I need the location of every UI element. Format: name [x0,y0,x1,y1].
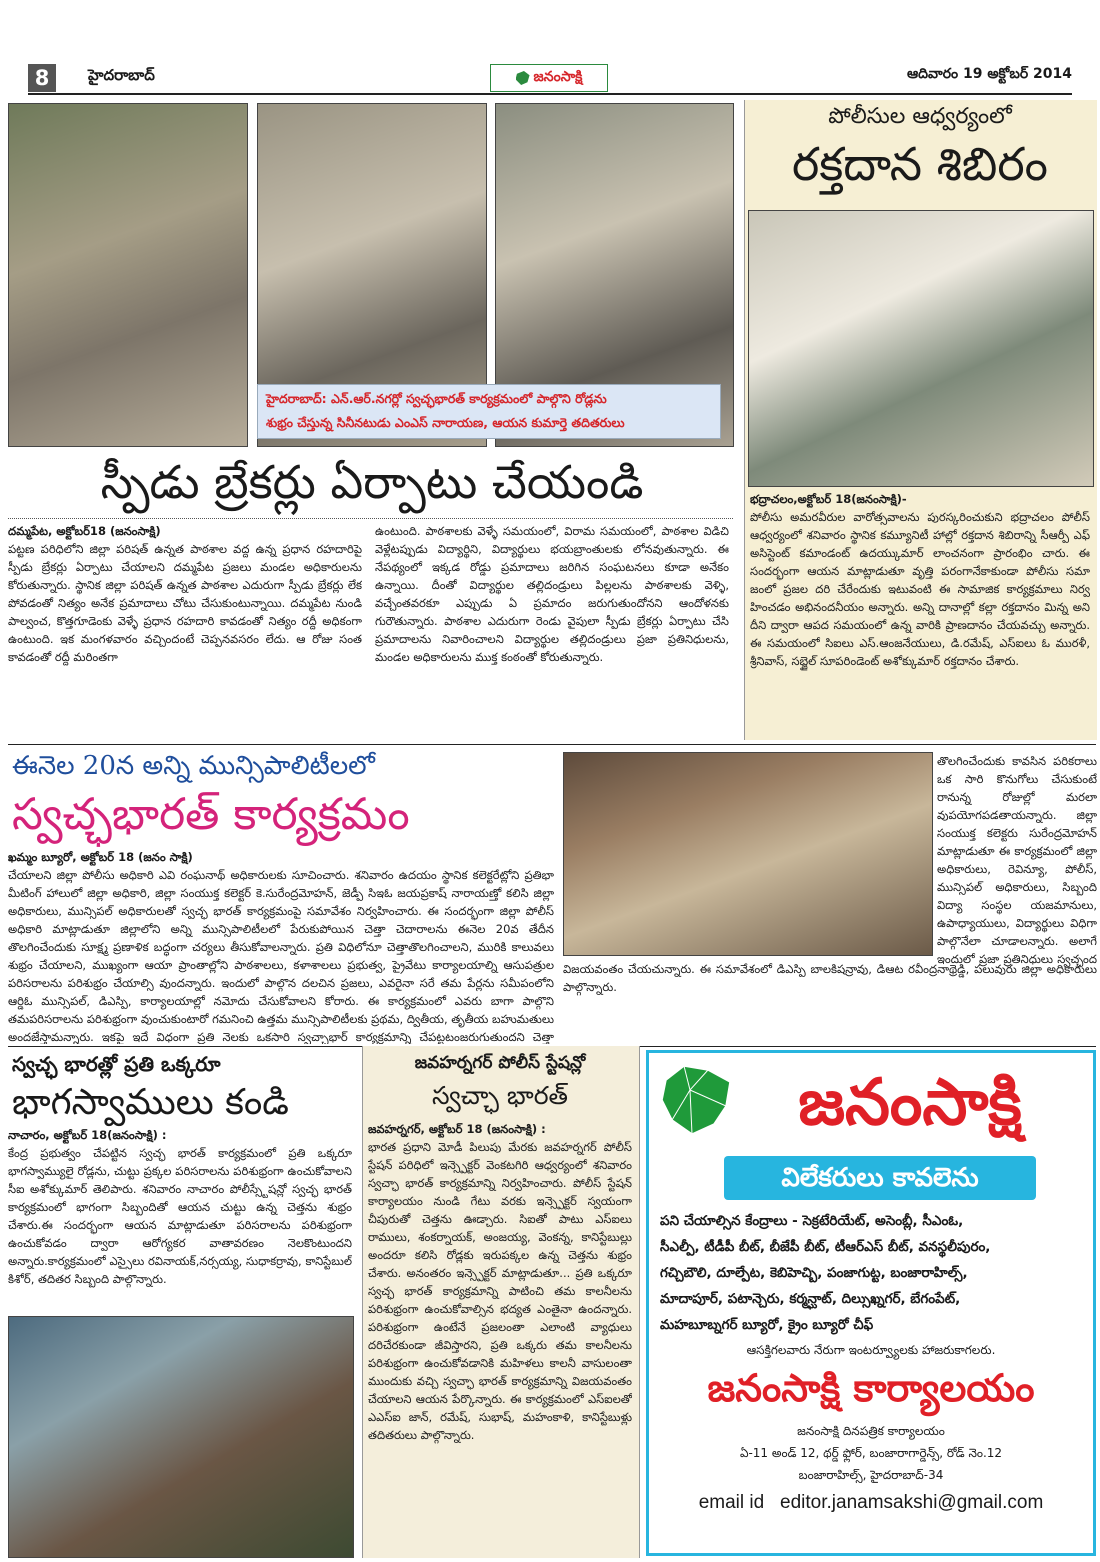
ad-line: మాదాపూర్, పటాన్చెరు, కర్మన్ఘాట్, దిల్సుఖ్నగర్, బేగంపేట్, [660,1291,961,1307]
swachh-kicker: ఈనెల 20న అన్ని మున్సిపాలిటీలలో [12,751,375,781]
participate-title: భాగస్వాములు కండి [12,1082,289,1123]
masthead-title: జనంసాక్షి [533,68,583,85]
swachh-title: స్వచ్ఛభారత్ కార్యక్రమం [12,789,410,840]
jawaharnagar-body [368,1120,632,1554]
swachh-dateline: ఖమ్మం బ్యూరో, అక్టోబర్ 18 (జనం సాక్షి) [8,850,193,864]
speed-breaker-headline: స్పీడు బ్రేకర్లు ఏర్పాటు చేయండి [100,455,644,509]
photo-blood-donation [748,210,1094,487]
ad-line: పని చేయాల్సిన కేంద్రాలు - సెక్రటేరియేట్, అసెంబ్లీ, సీఎంఓ, [660,1213,964,1229]
header-rule [28,93,1072,95]
photo-police-meeting [563,752,933,956]
ad-address-line2: ఏ-11 అండ్ 12, థర్డ్ ఫ్లోర్, బంజారాగార్డెన్స్, రోడ్ నెం.12 [739,1446,1003,1460]
blood-camp-dateline: భద్రాచలం,అక్టోబర్ 18(జనంసాక్షి)- [750,492,907,506]
blood-camp-kicker: పోలీసుల ఆధ్వర్యంలో [828,104,1012,129]
blood-camp-body [750,490,1090,736]
swachh-body [8,848,554,1044]
participate-kicker: స్వచ్ఛ భారత్లో ప్రతి ఒక్కరూ [12,1052,221,1076]
telangana-map-shape [662,1066,730,1134]
ad-line: సీఎల్పీ, టీడీపీ బీట్, బీజేపీ బీట్, టీఆర్ఎస్ బీట్, వనస్థలీపురం, [660,1239,991,1255]
telangana-map-icon [656,1060,736,1140]
page-header [28,64,1072,96]
photo-caption-line2: శుభ్రం చేస్తున్న సినీనటుడు ఎంఎస్ నారాయణ, ఆయన కుమార్తె తదితరులు [266,415,625,430]
photo-caption-box [257,384,721,439]
divider [8,518,733,519]
photo-cleaning-1 [8,103,248,447]
ad-email-label: email id [698,1492,765,1513]
participate-dateline: నాచారం, అక్టోబర్ 18(జనంసాక్షి) : [8,1128,167,1142]
header-date: ఆదివారం 19 అక్టోబర్ 2014 [906,66,1072,82]
speed-breaker-body-col1 [8,522,362,738]
ad-lines [660,1208,1088,1338]
jawaharnagar-text: భారత ప్రధాని మోడీ పిలుపు మేరకు జవహర్నగర్ పోలీస్ స్టేషన్ పరిధిలో ఇన్స్పెక్టర్ వెంకటగిరి ఆధ్వర్యంలో శనివారం స్వచ్ఛా భారత్ కార్యక్రమాన్ని నిర్వహించారు. పోలీస్ స్టేషన్ కార్యాలయం నుండి గేటు వరకు ఇన్స్పెక్టర్ స్వయంగా చీపురుతో చెత్తను ఊడ్చారు. సిఐతో పాటు ఎస్ఐలు రాములు, శంకర్నాయక్, అంజయ్య, వెంకన్న, కానిస్టేబుల్లు అందరూ కలిసి రోడ్లకు ఇరుపక్కల ఉన్న చెత్తను శుభ్రం చేశారు. అనంతరం ఇన్స్పెక్టర్ మాట్లాడుతూ... ప్రతి ఒక్కరూ స్వచ్ఛ భారత్ కార్యక్రమాన్ని పాటించి తమ కాలనీలను పరిశుభ్రంగా ఉంచుకోవాల్సిన భద్యత ఎంతైనా ఉందన్నారు. పరిశుభ్రంగా ఉంటేనే ప్రజలంతా ఎలాంటి వ్యాధులు దరిచేరకుండా జీవిస్తారని, ప్రతి ఒక్కరు తమ కాలనీలను పరిశుభ్రంగా ఉంచుకోవడానికి మహిళలు కాలనీ వాసులంతా ముందుకు వచ్చి స్వచ్ఛా భారత్ కార్యక్రమాన్ని విజయవంతం చేయాలని ఆయన పేర్కొన్నారు. ఈ కార్యక్రమంలో ఎస్ఐలతో ఎఎస్ఐ జాన్, రమేష్, సుభాష్, మహంకాళి, కానిస్టేబుళ్లు తదితరులు పాల్గొన్నారు. [368,1140,632,1442]
ad-address-line3: బంజారాహిల్స్, హైదరాబాద్-34 [798,1468,944,1482]
ad-invite: ఆసక్తిగలవారు నేరుగా ఇంటర్వ్యూలకు హాజరుకాగలరు. [746,1343,996,1357]
ad-address-line1: జనంసాక్షి దినపత్రిక కార్యాలయం [797,1424,945,1438]
speed-breaker-text1: పట్టణ పరిధిలోని జిల్లా పరిషత్ ఉన్నత పాఠశాల వద్ద ఉన్న ప్రధాన రహదారిపై స్పీడు బ్రేకర్లు ఏర్పాటు చేయాలని దమ్మపేట ప్రజలు మండల అధికారులను కోరుతున్నారు. స్థానిక జిల్లా పరిషత్ ఉన్నత పాఠశాల ఎదురుగా స్పీడు బ్రేకర్లు లేక పోవడంతో నిత్యం అనేక ప్రమాదాలు చోటు చేసుకుంటున్నాయి. దమ్మపేట నుండి పాల్వంచ, కొత్తగూడెంకు వెళ్ళే ప్రధాన రహదారి కావడంతో నిత్యం రద్దీ అధికంగా ఉంటుంది. ఇక మంగళవారం వచ్చిందంటే చెప్పనవసరం లేదు. ఆ రోజు సంత కావడంతో రద్దీ మరింతగా [8,542,362,664]
photo-caption-line1: హైదరాబాద్: ఎన్.ఆర్.నగర్లో స్వచ్ఛభారత్ కార్యక్రమంలో పాల్గొని రోడ్లను [266,391,607,406]
ad-headline: విలేకరులు కావలెను [781,1163,979,1193]
photo-nacharam-cleaning [8,1316,354,1558]
ad-brand: జనంసాక్షి [798,1065,1022,1140]
swachh-tail: విజయవంతం చేయచున్నారు. ఈ సమావేశంలో డిఎస్పి బాలకిషన్రావు, డిఆట రవీంద్రనాథ్రెడ్డి, పలువురు జిల్లా అధికారులు పాల్గొన్నారు. [563,962,1097,994]
logo-map-icon [516,71,530,85]
jawaharnagar-dateline: జవహర్నగర్, అక్టోబర్ 18 (జనంసాక్షి) : [368,1122,546,1136]
ad-email[interactable]: editor.janamsakshi@gmail.com [780,1492,1044,1513]
ad-address [646,1420,1096,1486]
speed-breaker-dateline: దమ్మపేట, అక్టోబర్18 (జనంసాక్షి) [8,524,161,538]
ad-line: గచ్చిబౌలి, దూల్పేట, కెబిహెచ్బి, పంజాగుట్ట, బంజారాహిల్స్, [660,1265,968,1281]
ad-line: మహబూబ్నగర్ బ్యూరో, క్రైం బ్యూరో చీఫ్ [660,1317,874,1333]
header-city: హైదరాబాద్ [88,66,155,84]
swachh-side-col: తొలగించేందుకు కావసిన పరికరాలు ఒక సారి కొనుగోలు చేసుకుంటే రానున్న రోజుల్లో మరలా వుపయోగపడతాయన్నారు. జిల్లా సంయుక్త కలెక్టరు సురేంద్రమోహన్ మాట్లాడుతూ ఈ కార్యక్రమంలో జిల్లా అధికారులు, రెవిన్యూ, పోలీస్, మున్సిపల్ అధికారులు, సిబ్బంది విద్యా సంస్థల యజమానులు, ఉపాధ్యాయులు, విద్యార్థులు విధిగా పాల్గొనేలా చూడాలన్నారు. అలాగే ఇందులో ప్రజా ప్రతినిధులు స్వచ్ఛంద [937,754,1097,966]
blood-camp-text: పోలీసు అమరవీరుల వారోత్సవాలను పురస్కరించుకుని భద్రాచలం పోలీస్ ఆధ్వర్యంలో శనివారం స్థానిక కమ్యూనిటీ హాల్లో రక్తదాన శిబిరాన్ని సీఆర్పీ ఎఫ్ అసిస్టెంట్ కమాండంట్ ఉదయ్కుమార్ లాంచనంగా ప్రారంభిం చారు. ఈ సందర్భంగా ఆయన మాట్లాడుతూ వృత్తి పరంగానేకాకుండా పోలీసు సమా జంలో ప్రజల దరి చేరేందుకు ఇటువంటి ఈ సామాజిక కార్యక్రమాలు నిర్వ హించడం అభినందనీయం అన్నారు. అన్ని దానాల్లో కల్లా రక్తదానం మిన్న అని దీని ద్వారా ఆపద సమయంలో ఉన్న వారికి ప్రాణదానం చేయవచ్చు అన్నారు. ఈ సమయంలో సిఐలు ఎస్.ఆంజనేయులు, డి.రమేష్, ఎస్ఐలు ఓ మురళీ, శ్రీనివాస్, సబ్జైల్ సూపరిండెంట్ అశోక్కుమార్ రక్తదానం చేశారు. [750,510,1090,668]
ad-email-row [646,1490,1096,1516]
masthead-logo [490,64,608,92]
participate-body [8,1126,352,1310]
swachh-text: చేయాలని జిల్లా పోలీసు అధికారి ఎవి రంఘనాథ్ అధికారులకు సూచించారు. శనివారం ఉదయం స్థానిక కలెక్టరేట్లోని ప్రతిభా మీటింగ్ హాలులో జిల్లా అధికారి, జిల్లా సంయుక్త కలెక్టర్ కె.సురేంద్రమోహన్, జెడ్పీ సిఇఓ జయప్రకాష్ నారాయణ్తో కలిసి జిల్లా అధికారులు, మున్సిపల్ అధికారులతో స్వచ్ఛ భారత్ కార్యక్రమంపై సమావేశం నిర్వహించారు. ఈ సందర్భంగా జిల్లా పోలీస్ అధికారి మాట్లాడుతూ జిల్లాలోని అన్ని మున్సిపాలిటీలలో పేరుకుపోయిన చెత్తా చెదారాలను ఈనెల 20వ తేదీన తొలగించేందుకు సూక్ష్మ ప్రణాళిక బద్ధంగా చర్యలు తీసుకోవాలన్నారు. ప్రతి విధిలోనూ చెత్తాతొలగించాలని, మురికి కాలువలు శుభ్రం చేయాలని, ముఖ్యంగా ఆయా ప్రాంతాల్లోని పాఠశాలలు, కళాశాలలు ప్రభుత్వ, ప్రైవేటు కార్యాలయాల్ని ఆసుపత్రుల పరిసరాలను పరిశుభ్రం చేయాల్సి వుందన్నారు. ఇందులో పాల్గొన దలచిన ప్రజలు, ఎవరైనా సరే తమ పేర్లను సమీపంలోని ఆర్డిఓ మున్సిపల్, డిఎస్పి, కార్యాలయాల్లో నమోదు చేసుకోవాలని కోరారు. ఈ కార్యక్రమంలో ఎవరు బాగా పాల్గొని తమపరిసరాలను పరిశుభ్రంగా వుంచుకుంటారో గమనించి ఉత్తమ మున్సిపాలిటీలకు ప్రథమ, ద్వితీయ, తృతీయ బహుమతులు అందజేస్తామన్నారు. ఇకపై ఇదే విధంగా ప్రతి నెలకు ఒకసారి స్వచ్ఛాభార్ కార్యక్రమాన్ని చేపట్టటంజరుగుతుందని చెత్తా [8,868,554,1044]
blood-camp-title: రక్తదాన శిబిరం [792,137,1048,191]
page-number: 8 [28,64,56,92]
jawaharnagar-title: స్వచ్ఛా భారత్ [432,1081,568,1110]
jawaharnagar-kicker: జవహర్నగర్ పోలీస్ స్టేషన్లో [414,1053,586,1073]
speed-breaker-body-col2: ఉంటుంది. పాఠశాలకు వెళ్ళే సమయంలో, విరామ సమయంలో, పాఠశాల విడిచి వెళ్లేటప్పుడు విద్యార్థిని, విద్యార్థులు భయబ్రాంతులకు లోనవుతున్నారు. ఈ నేపథ్యంలో ఇక్కడ రోడ్డు ప్రమాదాలు జరిగిన సంఘటనలు కూడా అనేకం ఉన్నాయి. దీంతో విద్యార్థుల తల్లిదండ్రులు పిల్లలను పాఠశాలకు వెళ్ళి, వచ్చేంతవరకూ ఎప్పుడు ఏ ప్రమాదం జరుగుతుందోనని ఆందోళనకు గురౌతున్నారు. పాఠశాల ఎదురుగా రెండు వైపులా స్పీడు బ్రేకర్లు ఏర్పాటు చేసి ప్రమాదాలను నివారించాలని విద్యార్థుల తల్లిదండ్రులు ప్రజా ప్రతినిధులను, మండల అధికారులను ముక్త కంఠంతో కోరుతున్నారు. [375,524,729,664]
ad-office-title: జనంసాక్షి కార్యాలయం [707,1365,1035,1410]
section-rule [8,744,1096,745]
participate-text: కేంద్ర ప్రభుత్వం చేపట్టిన స్వచ్ఛ భారత్ కార్యక్రమంలో ప్రతి ఒక్కరూ భాగస్వామ్యులై రోడ్లను, చుట్టు ప్రక్కల పరిసరాలను పరిశుభ్రంగా ఉంచుకోవాలని సీఐ అశోక్కుమార్ తెలిపారు. శనివారం నాచారం పోలీస్స్టేషన్లో స్వచ్ఛ భారత్ కార్యక్రమంలో భాగంగా సిబ్బందితో ఆయన చుట్టు ఉన్న చెత్తను శుభ్రం చేశారు.ఈ సందర్భంగా ఆయన మాట్లాడుతూ పరిసరాలను పరిశుభ్రంగా ఉంచుకోవడం ద్వారా ఆరోగ్యకర వాతావరణం నెలకొంటుందని అన్నారు.కార్యక్రమంలో ఎస్సైలు రవినాయక్,నర్సయ్య, సుధాకర్రావు, కానిస్టేబుల్ కిశోర్, తదితర సిబ్బంది పాల్గొన్నారు. [8,1146,352,1286]
